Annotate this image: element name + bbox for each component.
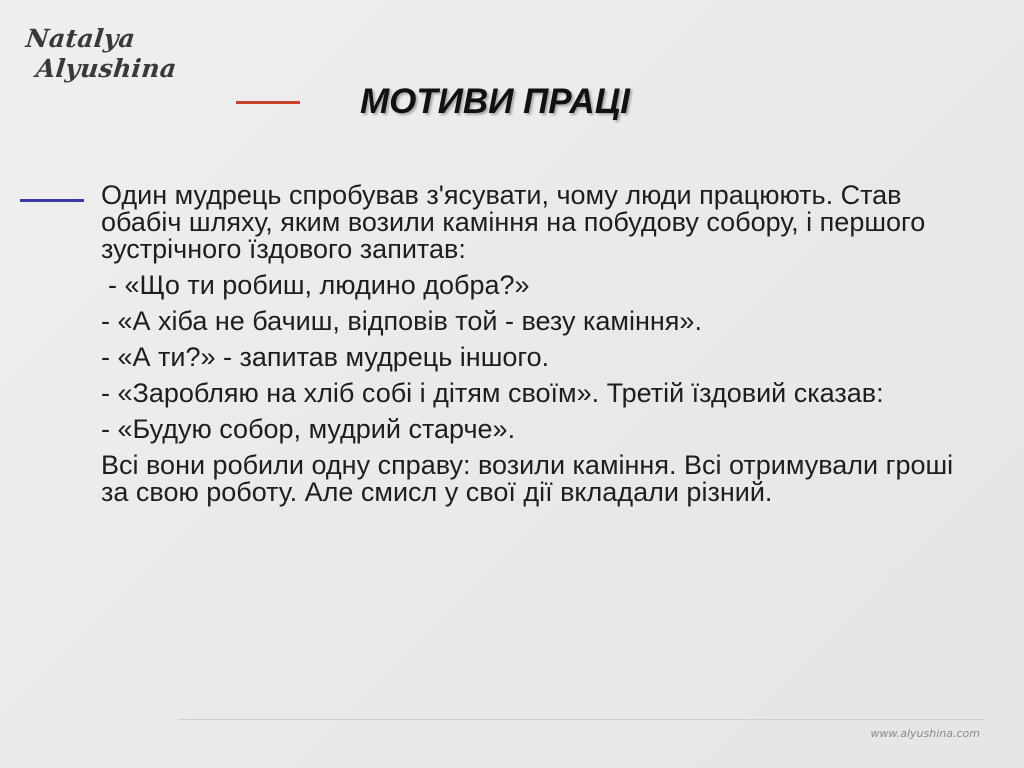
paragraph-intro: Один мудрець спробував з'ясувати, чому люди працюють. Став обабіч шляху, яким возили каміння на побудову собору, і першого зустрічного їздового запитав: bbox=[101, 180, 926, 264]
paragraph-question: - «Що ти робиш, людино добра?» bbox=[108, 270, 530, 300]
footer-website: www.alyushina.com bbox=[870, 727, 980, 740]
paragraph-answer-third: - «Будую собор, мудрий старче». bbox=[101, 414, 516, 444]
footer-divider bbox=[178, 719, 984, 720]
paragraph-answer-first: - «А хіба не бачиш, відповів той - везу каміння». bbox=[101, 306, 702, 336]
paragraph-answer-second: - «Заробляю на хліб собі і дітям своїм». Третій їздовий сказав: bbox=[101, 378, 884, 408]
body-accent-line bbox=[20, 199, 84, 202]
paragraph-conclusion: Всі вони робили одну справу: возили каміння. Всі отримували гроші за свою роботу. Але смисл у свої дії вкладали різний. bbox=[101, 450, 954, 507]
logo-first-name: Natalya bbox=[24, 24, 137, 53]
logo-last-name: Alyushina bbox=[34, 54, 178, 83]
brand-logo bbox=[26, 24, 176, 84]
slide-body bbox=[101, 182, 961, 515]
title-accent-line bbox=[236, 101, 300, 104]
slide-title: МОТИВИ ПРАЦІ bbox=[360, 82, 630, 121]
paragraph-ask-second: - «А ти?» - запитав мудрець іншого. bbox=[101, 342, 550, 372]
